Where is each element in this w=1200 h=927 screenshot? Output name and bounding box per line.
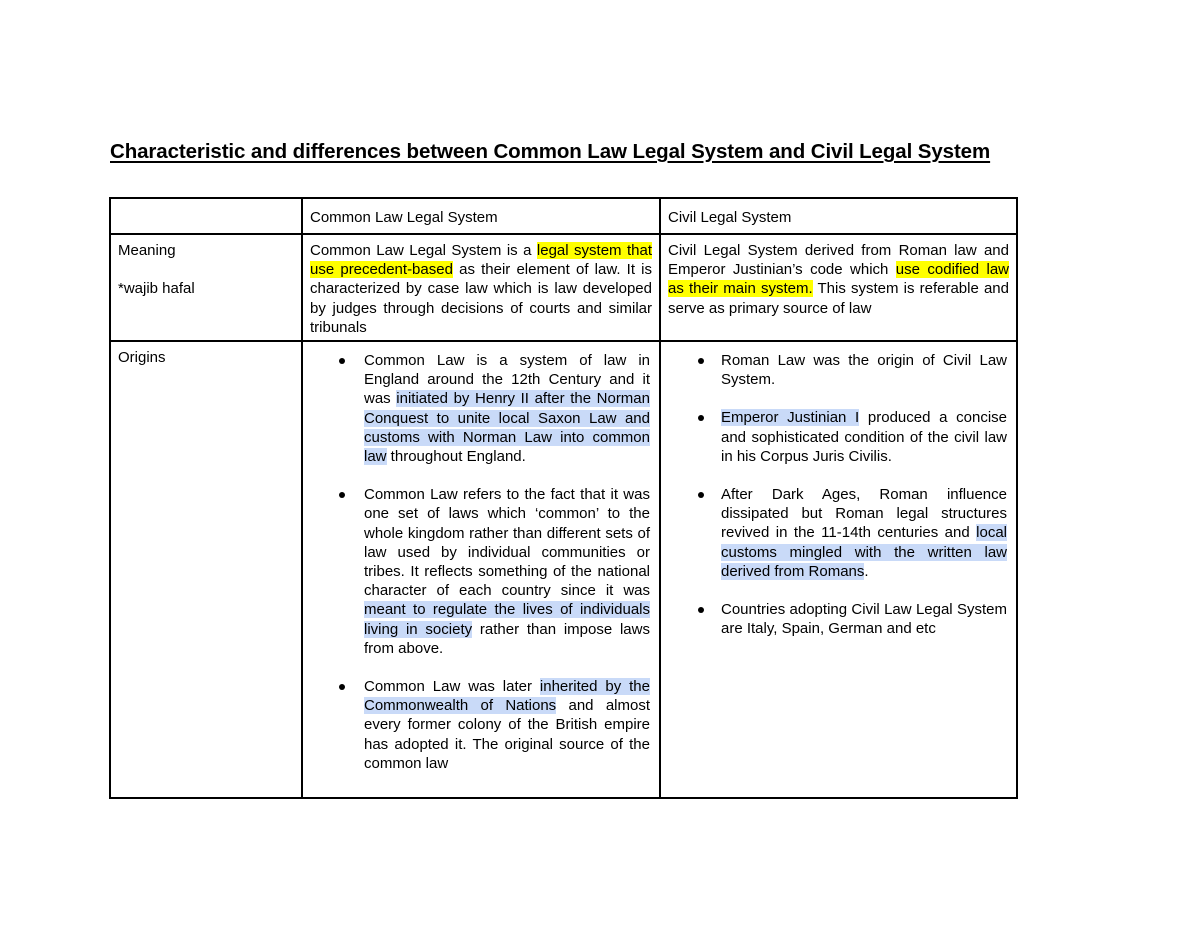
list-item: Common Law is a system of law in England around the 12th Century and it was initiated by Henry II after the Norman Conquest to unite local Saxon Law and customs with Norman Law into common law throughout England. (310, 351, 650, 466)
list-item: Common Law was later inherited by the Commonwealth of Nations and almost every former colony of the British empire has adopted it. The original source of the common law (310, 677, 650, 773)
highlight-blue: initiated by Henry II after the Norman Conquest to unite local Saxon Law and customs with Norman Law into common law (364, 390, 650, 466)
bullet-icon (339, 684, 345, 690)
meaning-label: Meaning (118, 242, 176, 259)
header-common-law-label: Common Law Legal System (310, 209, 498, 226)
origins-common-law-cell (302, 341, 660, 798)
civil-origins-list (668, 351, 1007, 638)
meaning-note: *wajib hafal (118, 280, 195, 298)
list-item: Common Law refers to the fact that it was one set of laws which ‘common’ to the whole kingdom rather than different sets of law used by individual communities or tribes. It reflects something of the national character of each country since it was meant to regulate the lives of individuals living in society rather than impose laws from above. (310, 485, 650, 658)
header-civil-label: Civil Legal System (668, 209, 792, 226)
header-cell-empty (110, 198, 302, 234)
highlight-blue: inherited by the Commonwealth of Nations (364, 678, 650, 715)
highlight-blue: local customs mingled with the written law derived from Romans (721, 524, 1007, 580)
meaning-row (110, 234, 1017, 341)
list-item: Countries adopting Civil Law Legal System are Italy, Spain, German and etc (668, 600, 1007, 638)
origins-label-cell (110, 341, 302, 798)
meaning-common-law-cell (302, 234, 660, 341)
bullet-icon (339, 492, 345, 498)
highlight-blue: Emperor Justinian I (721, 409, 860, 427)
highlight-blue: meant to regulate the lives of individuals living in society (364, 601, 650, 638)
bullet-icon (698, 492, 704, 498)
list-item: After Dark Ages, Roman influence dissipated but Roman legal structures revived in the 11-14th centuries and local customs mingled with the written law derived from Romans. (668, 485, 1007, 581)
header-cell-common-law (302, 198, 660, 234)
header-row (110, 198, 1017, 234)
header-cell-civil (660, 198, 1017, 234)
meaning-civil-cell (660, 234, 1017, 341)
highlight-yellow: legal system that use precedent-based (310, 242, 652, 279)
bullet-icon (698, 358, 704, 364)
list-item: Emperor Justinian I produced a concise and sophisticated condition of the civil law in his Corpus Juris Civilis. (668, 408, 1007, 466)
common-law-origins-list (310, 351, 650, 773)
bullet-icon (698, 607, 704, 613)
origins-civil-cell (660, 341, 1017, 798)
list-item: Roman Law was the origin of Civil Law System. (668, 351, 1007, 389)
meaning-common-law-text: Common Law Legal System is a legal system that use precedent-based as their element of law. It is characterized by case law which is law developed by judges through decisions of courts and similar tribunals (310, 242, 652, 336)
bullet-icon (339, 358, 345, 364)
origins-label: Origins (118, 349, 166, 367)
document-title: Characteristic and differences between Common Law Legal System and Civil Legal System (110, 140, 991, 163)
origins-row (110, 341, 1017, 798)
highlight-yellow: use codified law as their main system. (668, 261, 1010, 298)
bullet-icon (698, 415, 704, 421)
meaning-label-cell (110, 234, 302, 341)
meaning-civil-text: Civil Legal System derived from Roman law and Emperor Justinian’s code which use codified law as their main system. This system is referable and serve as primary source of law (668, 242, 1010, 317)
comparison-table (109, 197, 1018, 799)
